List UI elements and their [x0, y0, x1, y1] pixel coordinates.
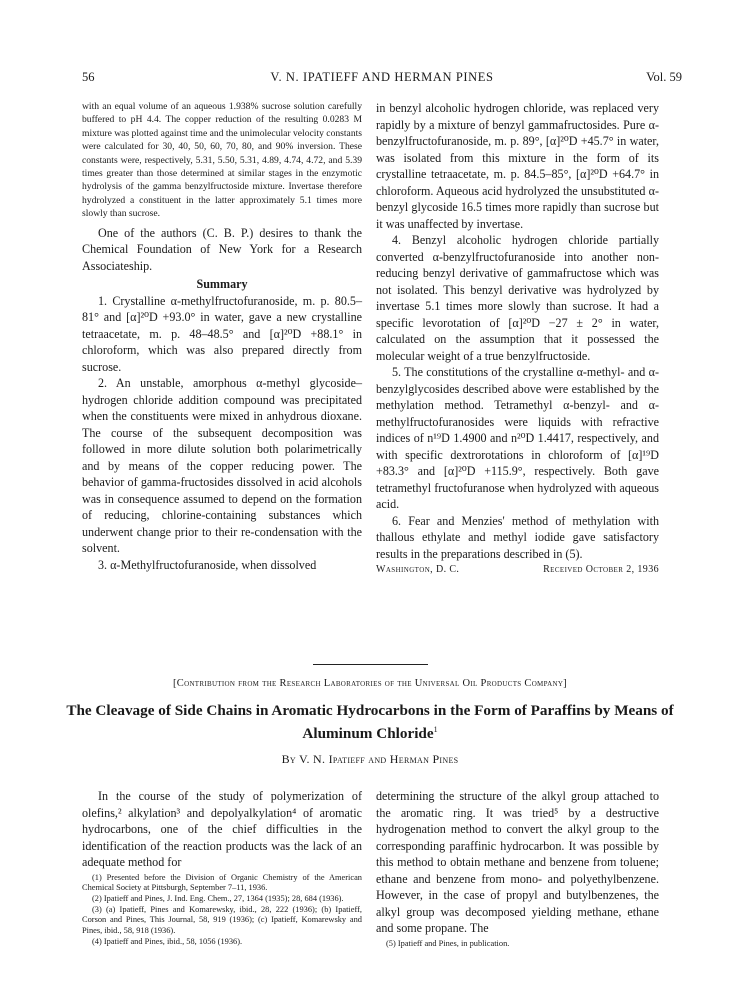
summary-point-1: 1. Crystalline α-methylfructofuranoside, m. p. 80.5–81° and [α]²⁰D +93.0° in water, gave a new crystalline tetraacetate, m. p. 48–48.5° and [α]²⁰D +88.1° in chloroform, which was also prepared directly from sucrose.	[82, 293, 362, 374]
footnote-2: (2) Ipatieff and Pines, J. Ind. Eng. Chem., 27, 1364 (1935); 28, 684 (1936).	[92, 893, 344, 903]
intro-paragraph: In the course of the study of polymerization of olefins,² alkylation³ and depolyalkylation⁴ of aromatic hydrocarbons, one of the chief difficulties in the identification of the reaction products was the lack of an adequate method for	[82, 789, 362, 869]
running-head: V. N. IPATIEFF AND HERMAN PINES	[270, 70, 494, 84]
summary-point-3-cont: in benzyl alcoholic hydrogen chloride, was replaced very rapidly by a mixture of benzyl gammafructosides. Pure α-benzylfructofuranoside, m. p. 89°, [α]²⁰D +45.7° in water, was isolated from this mixture in the form of its crystalline tetraacetate, m. p. 84.5–85°, [α]²⁰D +64.7° in chloroform. Aqueous acid hydrolyzed the unsubstituted α-benzyl glycoside 16.5 times more rapidly than sucrose but it was unaffected by invertase.	[376, 101, 659, 231]
summary-point-2: 2. An unstable, amorphous α-methyl glycoside–hydrogen chloride addition compound was precipitated when the constituents were mixed in anhydrous dioxane. The course of the subsequent decomposition was followed in more dilute solution both polarimetrically and by means of the copper reducing power. The behavior of gamma-fructosides dissolved in acid alcohols was in consequence assumed to depend on the formation of reducing, chlorine-containing substances which underwent change prior to their re-condensation with the solvent.	[82, 376, 362, 556]
summary-point-5: 5. The constitutions of the crystalline α-methyl- and α-benzylglycosides described above were established by the methylation method. Tetramethyl α-benzyl- and α-methylfructofuranosides were liquids with refractive indices of n¹⁹D 1.4900 and n²⁰D 1.4417, respectively, and with specific dextrorotations in chloroform of [α]¹⁹D +83.3° and [α]²⁰D +115.9°, respectively. Both gave tetramethyl fructofuranose when hydrolyzed with aqueous acid.	[376, 365, 659, 511]
signature-line	[376, 562, 659, 579]
footnote-4: (4) Ipatieff and Pines, ibid., 58, 1056 (1936).	[92, 936, 243, 946]
acknowledgment: One of the authors (C. B. P.) desires to thank the Chemical Foundation of New York for a Research Associateship.	[82, 225, 362, 273]
summary-point-4: 4. Benzyl alcoholic hydrogen chloride partially converted α-benzylfructofuranoside into another non-reducing benzyl derivative of gammafructose which was not isolated. This benzyl derivative was hydrolyzed by invertase 5.1 times more slowly than sucrose. It had a specific levorotation of [α]²⁰D −27 ± 2° in water, calculated on the assumption that it possessed the molecular weight of a true benzylfructoside.	[376, 233, 659, 363]
title-footnote-mark: 1	[433, 724, 438, 734]
footnotes	[82, 873, 362, 948]
experimental-fragment: with an equal volume of an aqueous 1.938% sucrose solution carefully buffered to pH 4.4. The copper reduction of the resulting 0.0283 M mixture was plotted against time and the unimolecular velocity constants were calculated for 30, 40, 50, 60, 70, 80, and 90% inversion. These constants were, respectively, 5.31, 5.50, 5.31, 4.89, 4.74, 4.72, and 5.39 times greater than those determined at similar stages in the enzymotic hydrolysis of the gamma benzylfructoside mixture. Invertase therefore hydrolyzed a constituent in the latter approximately 5.1 times more slowly than sucrose.	[82, 101, 363, 220]
right-column-bottom	[376, 788, 659, 949]
sign-place: Washington, D. C.	[376, 564, 460, 575]
left-column-top	[82, 100, 362, 573]
article-title-text: The Cleavage of Side Chains in Aromatic Hydrocarbons in the Form of Paraffins by Means of Aluminum Chloride	[66, 702, 674, 742]
article-title	[60, 702, 680, 743]
contribution-line: [Contribution from the Research Laboratories of the Universal Oil Products Company]	[173, 678, 567, 689]
page-number: 56	[82, 70, 95, 84]
footnotes-right	[376, 939, 659, 950]
summary-heading: Summary	[196, 277, 248, 292]
footnote-1: (1) Presented before the Division of Organic Chemistry of the American Chemical Society at Pittsburgh, September 7–11, 1936.	[82, 872, 362, 893]
right-column-top	[376, 100, 659, 579]
sign-received: Received October 2, 1936	[543, 564, 659, 575]
byline: By V. N. Ipatieff and Herman Pines	[281, 752, 459, 766]
summary-point-3-start: 3. α-Methylfructofuranoside, when dissolved	[98, 557, 317, 572]
intro-paragraph-cont: determining the structure of the alkyl group attached to the aromatic ring. It was tried⁵ by a destructive hydrogenation method to convert the alkyl group to the corresponding paraffinic hydrocarbon. It was possible by this method to obtain methane and benzene from toluene; ethane and benzene from mono- and polyethylbenzene. However, in the case of propyl and butylbenzenes, the alkyl group was decomposed yielding methane, ethane and some propane. The	[376, 789, 659, 935]
volume-label: Vol. 59	[646, 70, 682, 84]
footnote-3: (3) (a) Ipatieff, Pines and Komarewsky, ibid., 28, 222 (1936); (b) Ipatieff, Corson and Pines, This Journal, 58, 919 (1936); (c) Ipatieff, Komarewsky and Pines, ibid., 58, 918 (1936).	[82, 904, 362, 936]
left-column-bottom	[82, 788, 362, 947]
summary-point-6: 6. Fear and Menzies' method of methylation with thallous ethylate and methyl iodide gave satisfactory results in the preparations described in (5).	[376, 513, 659, 561]
footnote-5: (5) Ipatieff and Pines, in publication.	[386, 938, 510, 948]
section-divider	[313, 664, 428, 665]
running-header	[82, 70, 682, 86]
